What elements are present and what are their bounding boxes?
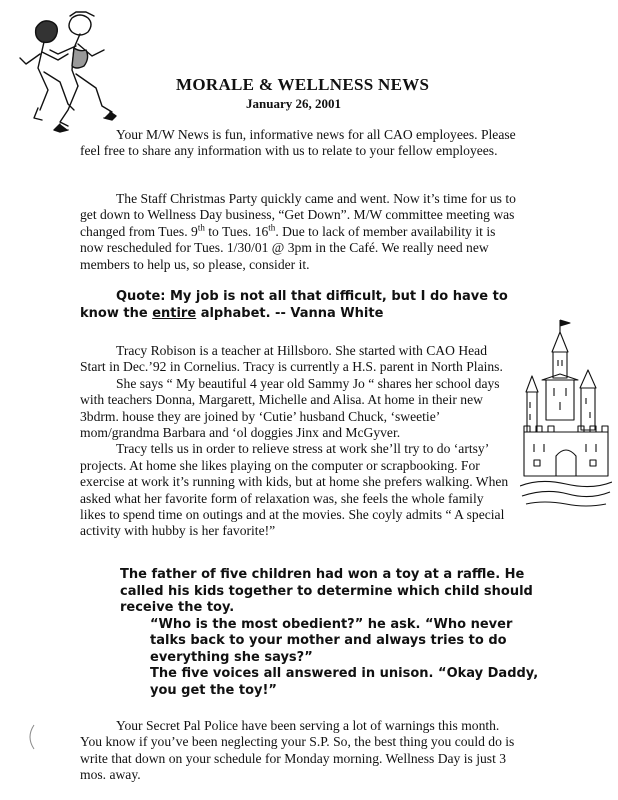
joke-paragraph-2: “Who is the most obedient?” he ask. “Who never talks back to your mother and always tries to do everything she says?”: [150, 616, 513, 665]
quote-emphasis: entire: [152, 306, 197, 321]
joke-paragraph-1: The father of five children had won a toy at a raffle. He called his kids together to determine which child should receive the toy.: [120, 567, 533, 615]
newsletter-date: January 26, 2001: [246, 96, 341, 111]
joke-section: [120, 567, 540, 699]
secret-pal-paragraph: [80, 718, 520, 784]
party-paragraph: [80, 191, 520, 273]
party-text-2: to Tues. 16: [204, 223, 269, 239]
castle-illustration: [520, 318, 612, 508]
margin-mark: [26, 724, 36, 750]
intro-text: Your M/W News is fun, informative news for all CAO employees. Please feel free to share any information with us to relate to your fellow employees.: [80, 127, 516, 159]
joke-paragraph-3: The five voices all answered in unison. “Okay Daddy, you get the toy!”: [150, 666, 539, 698]
quote-block: [80, 288, 540, 322]
quote-lead: Quote: My job is not all that difficult, but I do have to know the: [80, 289, 508, 321]
newsletter-title: MORALE & WELLNESS NEWS: [176, 75, 430, 94]
profile-paragraph-1: Tracy Robison is a teacher at Hillsboro. She started with CAO Head Start in Dec.’92 in Cornelius. Tracy is currently a H.S. parent in North Plains.: [80, 343, 503, 375]
party-text-3: . Due to lack of member availability it is now rescheduled for Tues. 1/30/01 @ 3pm in the Café. We really need new members to help us, so please, consider it.: [80, 223, 496, 272]
quote-tail: alphabet. -- Vanna White: [196, 306, 384, 321]
profile-section: [80, 343, 512, 540]
profile-paragraph-3: Tracy tells us in order to relieve stress at work she’ll try to do ‘artsy’ projects. At home she likes playing on the computer or scrapbooking. For exercise at work it’s running with kids, but at home she prefers walking. When asked what her favorite form of relaxation was, she feels the whole family likes to spend time on outings and at the movies. She coyly admits “ A special activity with hubby is her favorite!”: [80, 441, 509, 539]
runners-illustration: [14, 8, 126, 140]
profile-paragraph-2: She says “ My beautiful 4 year old Sammy Jo “ shares her school days with teachers Donna, Margarett, Michelle and Alisa. At home in their new 3bdrm. house they are joined by ‘Cutie’ husband Chuck, ‘sweetie’ mom/grandma Barbara and ‘ol doggies Jinx and McGyver.: [80, 375, 500, 441]
party-text-1: The Staff Christmas Party quickly came and went. Now it’s time for us to get down to Wellness Day business, “Get Down”. M/W committee meeting was changed from Tues. 9: [80, 191, 516, 239]
secret-pal-text: Your Secret Pal Police have been serving a lot of warnings this month. You know if you’ve been neglecting your S.P. So, the best thing you could do is write that down on your schedule for Monday morning. Wellness Day is just 3 mos. away.: [80, 718, 515, 783]
intro-paragraph: [80, 127, 520, 160]
party-sup-1: th: [197, 222, 205, 233]
party-sup-2: th: [268, 222, 276, 233]
